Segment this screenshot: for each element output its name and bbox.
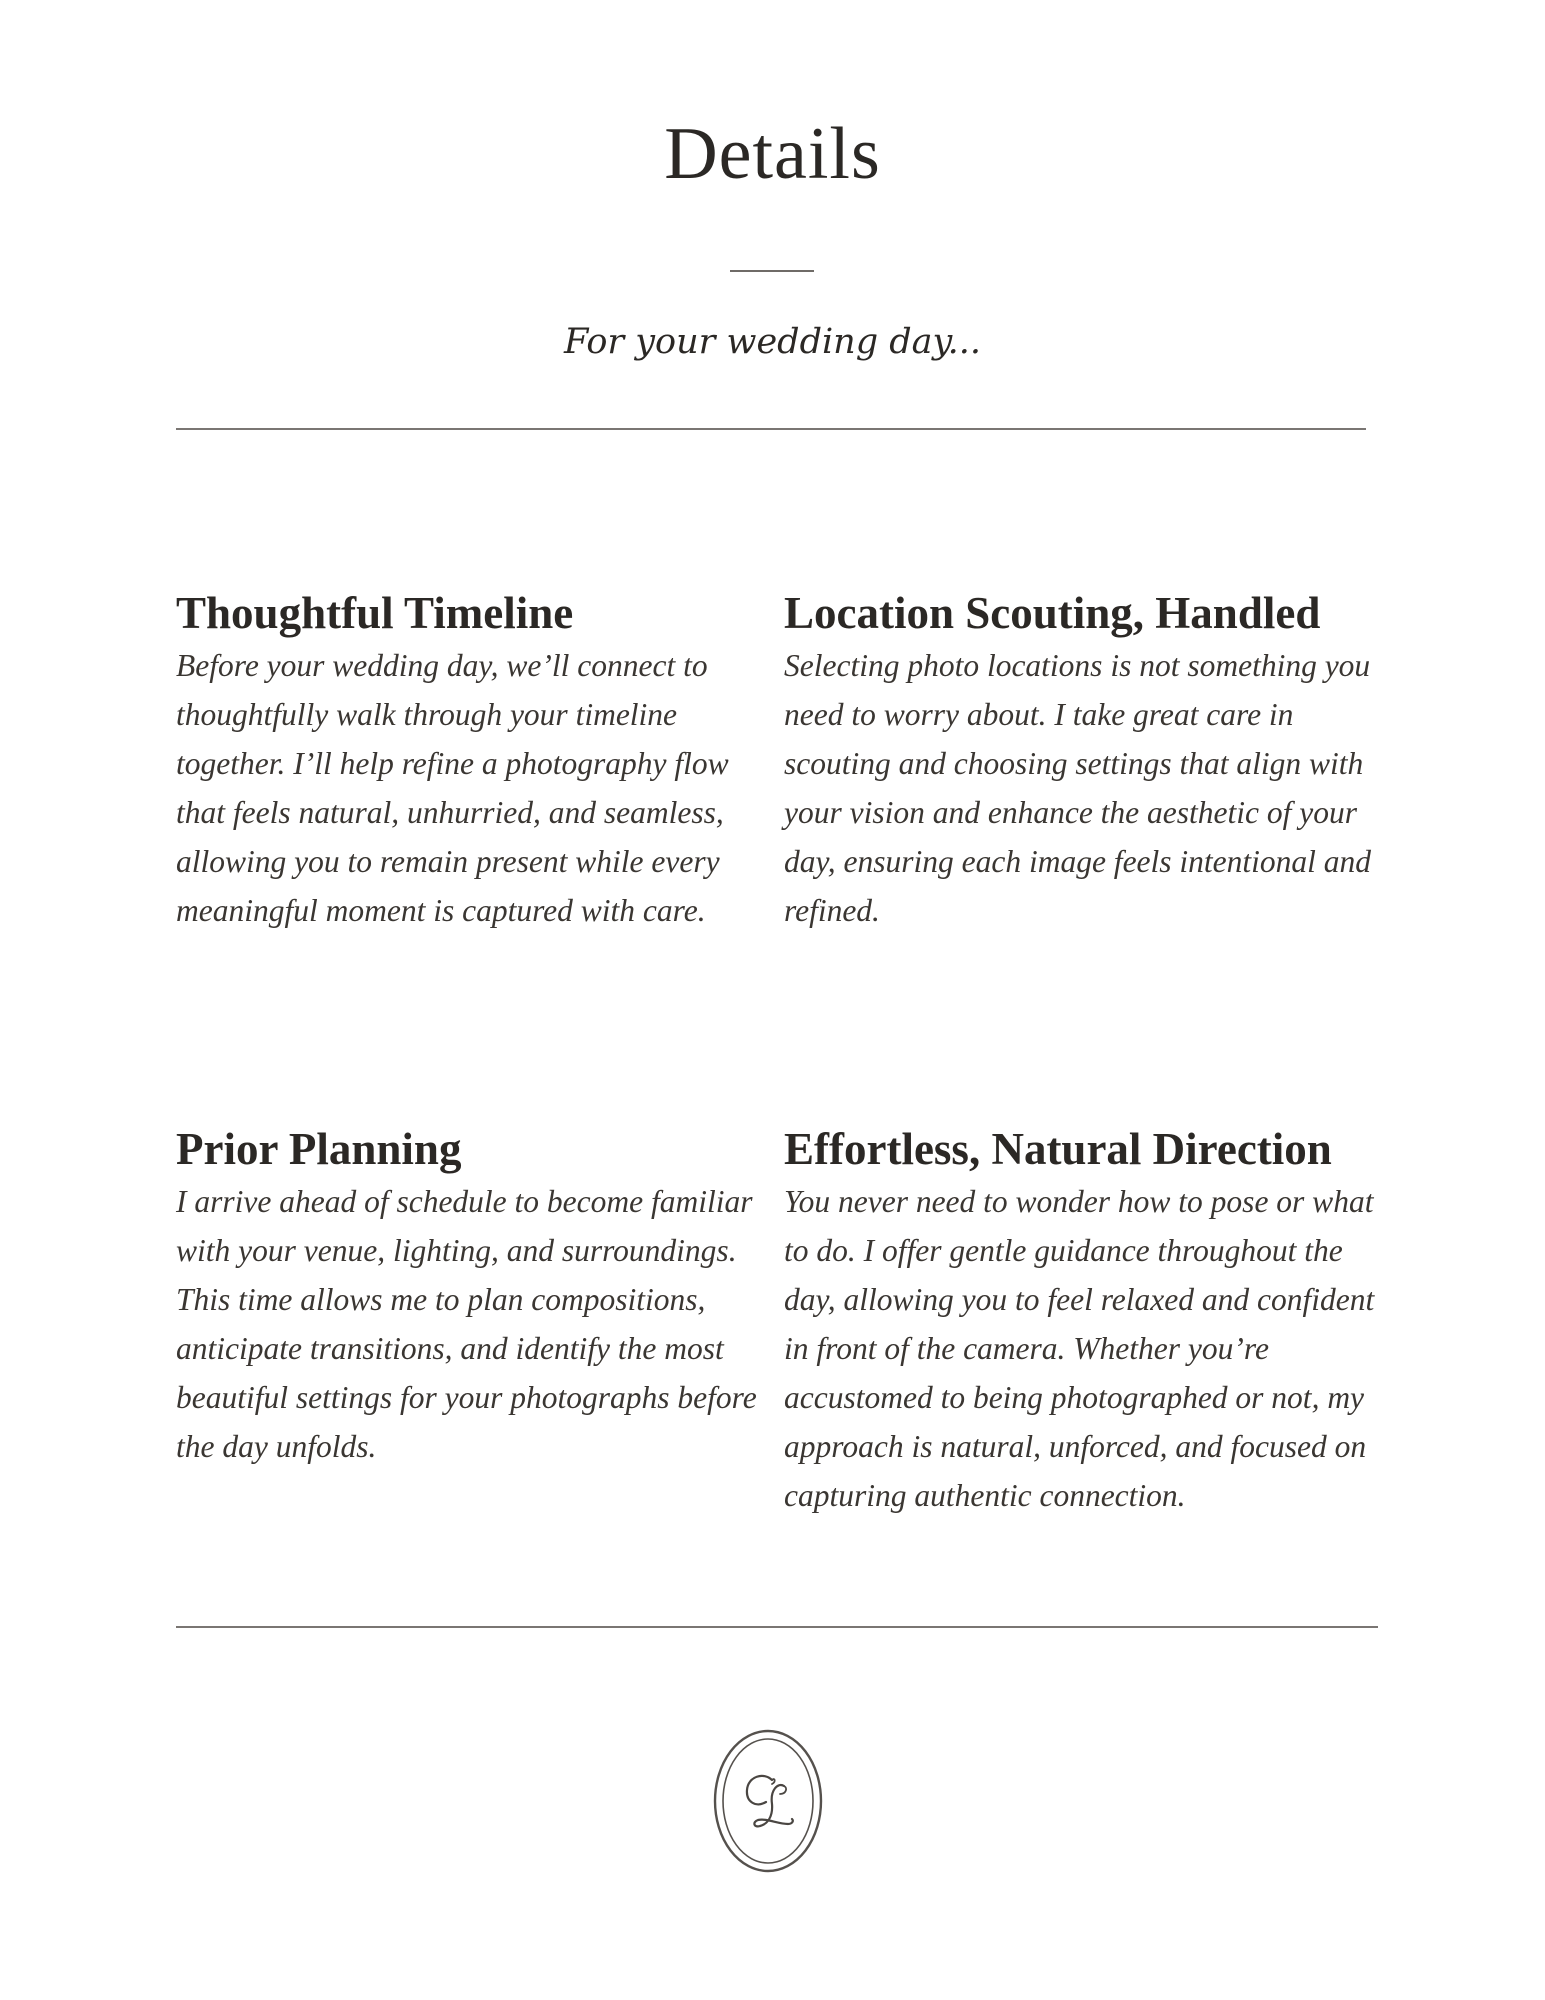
page-subtitle: For your wedding day... <box>563 322 982 362</box>
page-title: Details <box>664 113 881 195</box>
section-heading: Location Scouting, Handled <box>784 588 1321 638</box>
section-thoughtful-timeline <box>176 585 766 935</box>
title-divider <box>730 270 814 272</box>
top-divider <box>176 428 1366 430</box>
monogram-emblem-icon <box>712 1728 824 1874</box>
section-location-scouting <box>784 585 1374 935</box>
monogram-svg <box>712 1728 824 1874</box>
section-prior-planning <box>176 1121 766 1471</box>
section-heading: Effortless, Natural Direction <box>784 1124 1332 1174</box>
section-heading: Thoughtful Timeline <box>176 588 574 638</box>
section-body: Selecting photo locations is not something you need to worry about. I take great care in scouting and choosing settings that align with your vision and enhance the aesthetic of your day, ensuring each image feels intentional and refined. <box>784 648 1372 928</box>
section-body: You never need to wonder how to pose or what to do. I offer gentle guidance throughout the day, allowing you to feel relaxed and confident in front of the camera. Whether you’re accustomed to being photographed or not, my approach is natural, unforced, and focused on capturing authentic connection. <box>784 1184 1375 1513</box>
section-natural-direction <box>784 1121 1384 1520</box>
section-body: Before your wedding day, we’ll connect to thoughtfully walk through your timeline together. I’ll help refine a photography flow that feels natural, unhurried, and seamless, allowing you to remain present while every meaningful moment is captured with care. <box>176 648 729 928</box>
section-heading: Prior Planning <box>176 1124 462 1174</box>
bottom-divider <box>176 1626 1378 1628</box>
section-body: I arrive ahead of schedule to become familiar with your venue, lighting, and surroundings. This time allows me to plan compositions, anticipate transitions, and identify the most beautiful settings for your photographs before the day unfolds. <box>176 1184 757 1464</box>
